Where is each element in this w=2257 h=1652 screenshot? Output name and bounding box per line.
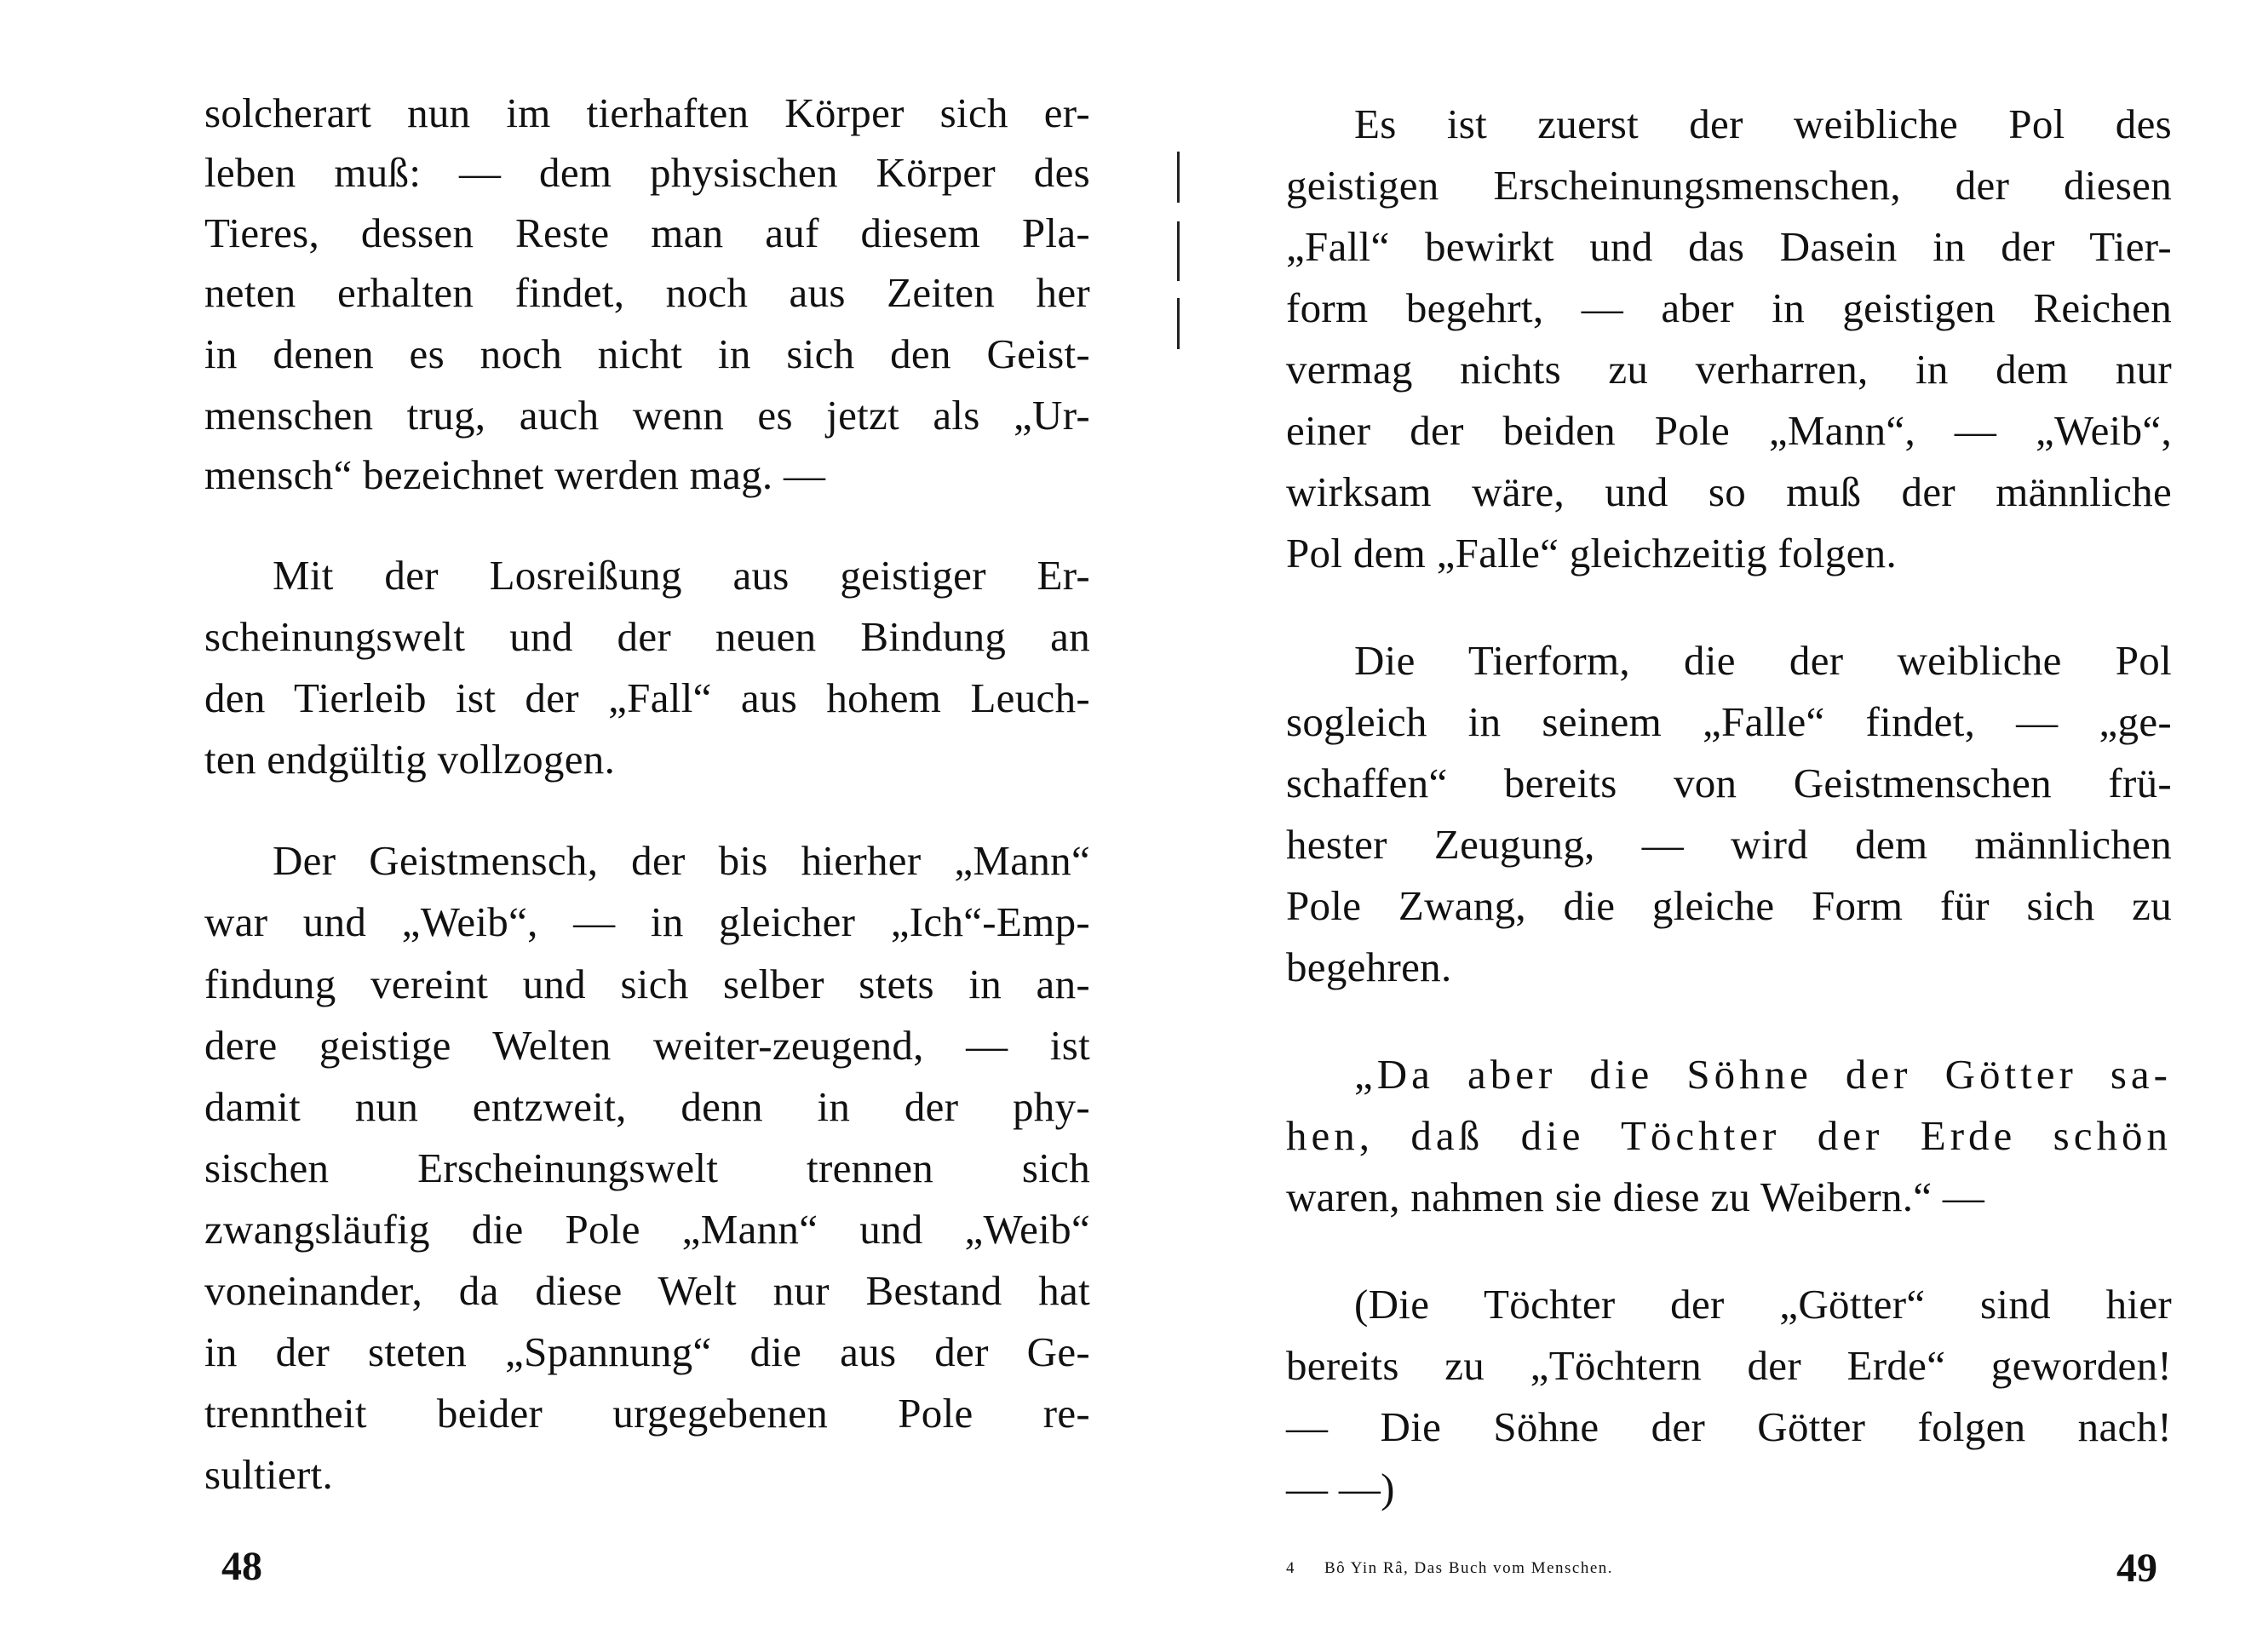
left-line-6: menschen trug, auch wenn es jetzt als „Ur-	[204, 392, 1090, 439]
right-line-20: — Die Söhne der Götter folgen nach!	[1286, 1403, 2172, 1450]
right-line-5: vermag nichts zu verharren, in dem nur	[1286, 346, 2172, 393]
right-line-8: Pol dem „Falle“ gleichzeitig folgen.	[1286, 530, 1897, 576]
left-line-18: zwangsläufig die Pole „Mann“ und „Weib“	[204, 1206, 1090, 1253]
right-line-17: waren, nahmen sie diese zu Weibern.“ —	[1286, 1173, 1985, 1220]
right-line-1: Es ist zuerst der weibliche Pol des	[1354, 100, 2172, 147]
left-line-8: Mit der Losreißung aus geistiger Er-	[273, 552, 1090, 599]
right-line-10: sogleich in seinem „Falle“ findet, — „ge-	[1286, 698, 2172, 745]
gutter-mark-middle	[1177, 221, 1180, 281]
right-line-3: „Fall“ bewirkt und das Dasein in der Tier-	[1286, 223, 2172, 270]
left-line-13: war und „Weib“, — in gleicher „Ich“-Emp-	[204, 898, 1090, 945]
left-line-15: dere geistige Welten weiter-zeugend, — ist	[204, 1022, 1090, 1069]
right-line-4: form begehrt, — aber in geistigen Reichen	[1286, 284, 2172, 331]
left-line-17: sischen Erscheinungswelt trennen sich	[204, 1144, 1090, 1191]
right-line-12: hester Zeugung, — wird dem männlichen	[1286, 821, 2172, 868]
footnote-title: Bô Yin Râ, Das Buch vom Menschen.	[1324, 1559, 1614, 1577]
left-line-10: den Tierleib ist der „Fall“ aus hohem Leuch-	[204, 674, 1090, 721]
left-line-9: scheinungswelt und der neuen Bindung an	[204, 613, 1090, 660]
left-line-5: in denen es noch nicht in sich den Geist-	[204, 330, 1090, 377]
left-line-1: solcherart nun im tierhaften Körper sich er-	[204, 89, 1090, 136]
left-line-12: Der Geistmensch, der bis hierher „Mann“	[273, 837, 1090, 884]
right-line-2: geistigen Erscheinungsmenschen, der diesen	[1286, 162, 2172, 209]
left-line-21: trenntheit beider urgegebenen Pole re-	[204, 1390, 1090, 1437]
right-line-9: Die Tierform, die der weibliche Pol	[1354, 637, 2172, 684]
right-line-16: hen, daß die Töchter der Erde schön	[1286, 1112, 2172, 1159]
right-line-21: — —)	[1286, 1465, 1395, 1511]
left-line-3: Tieres, dessen Reste man auf diesem Pla-	[204, 209, 1090, 256]
left-line-20: in der steten „Spannung“ die aus der Ge-	[204, 1328, 1090, 1375]
left-line-7: mensch“ bezeichnet werden mag. —	[204, 451, 826, 498]
left-page-number: 48	[221, 1544, 262, 1589]
left-line-11: ten endgültig vollzogen.	[204, 736, 616, 783]
right-line-18: (Die Töchter der „Götter“ sind hier	[1354, 1281, 2172, 1328]
right-line-14: begehren.	[1286, 944, 1452, 990]
right-line-7: wirksam wäre, und so muß der männliche	[1286, 468, 2172, 515]
left-line-14: findung vereint und sich selber stets in an-	[204, 961, 1090, 1007]
right-line-19: bereits zu „Töchtern der Erde“ geworden!	[1286, 1342, 2172, 1389]
right-line-15: „Da aber die Söhne der Götter sa-	[1354, 1051, 2172, 1098]
right-line-13: Pole Zwang, die gleiche Form für sich zu	[1286, 882, 2172, 929]
footnote-signature: 4	[1286, 1559, 1295, 1577]
gutter-mark-bottom	[1177, 298, 1180, 349]
right-line-11: schaffen“ bereits von Geistmenschen frü-	[1286, 760, 2172, 806]
left-line-19: voneinander, da diese Welt nur Bestand hat	[204, 1267, 1090, 1314]
left-line-4: neten erhalten findet, noch aus Zeiten her	[204, 269, 1090, 316]
left-line-22: sultiert.	[204, 1451, 334, 1498]
gutter-mark-top	[1177, 152, 1180, 203]
right-page-number: 49	[2116, 1546, 2157, 1591]
left-line-16: damit nun entzweit, denn in der phy-	[204, 1083, 1090, 1130]
right-line-6: einer der beiden Pole „Mann“, — „Weib“,	[1286, 407, 2172, 454]
left-line-2: leben muß: — dem physischen Körper des	[204, 149, 1090, 196]
